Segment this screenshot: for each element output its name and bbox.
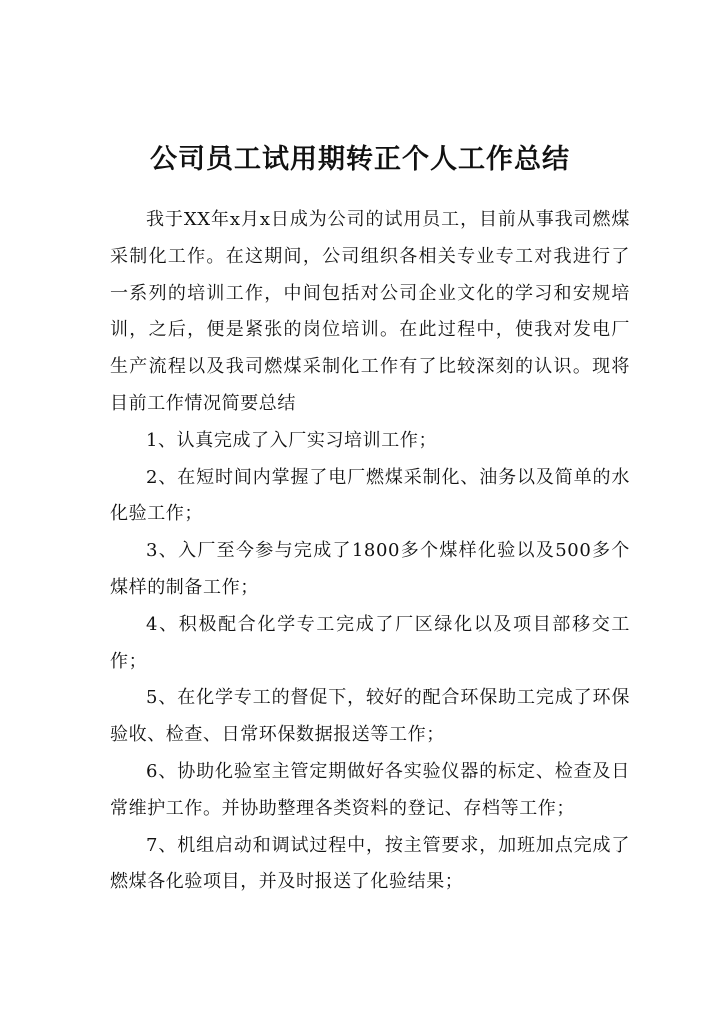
list-item: 4、积极配合化学专工完成了厂区绿化以及项目部移交工作； [110,613,630,672]
document-body [110,202,630,901]
list-item: 3、入厂至今参与完成了1800多个煤样化验以及500多个煤样的制备工作； [110,540,630,598]
intro-paragraph: 我于XX年x月x日成为公司的试用员工，目前从事我司燃煤采制化工作。在这期间，公司组织各相关专业专工对我进行了一系列的培训工作，中间包括对公司企业文化的学习和安规培训，之后，便是紧张的岗位培训。在此过程中，使我对发电厂生产流程以及我司燃煤采制化工作有了比较深刻的认识。现将目前工作情况简要总结 [110,209,630,414]
list-item: 5、在化学专工的督促下，较好的配合环保助工完成了环保验收、检查、日常环保数据报送等工作； [110,687,630,746]
list-item: 7、机组启动和调试过程中，按主管要求，加班加点完成了燃煤各化验项目，并及时报送了化验结果； [110,834,630,893]
document-title: 公司员工试用期转正个人工作总结 [150,144,570,175]
list-item: 2、在短时间内掌握了电厂燃煤采制化、油务以及简单的水化验工作； [110,466,630,525]
list-item: 1、认真完成了入厂实习培训工作； [146,429,438,451]
list-item: 6、协助化验室主管定期做好各实验仪器的标定、检查及日常维护工作。并协助整理各类资料的登记、存档等工作； [110,760,630,819]
